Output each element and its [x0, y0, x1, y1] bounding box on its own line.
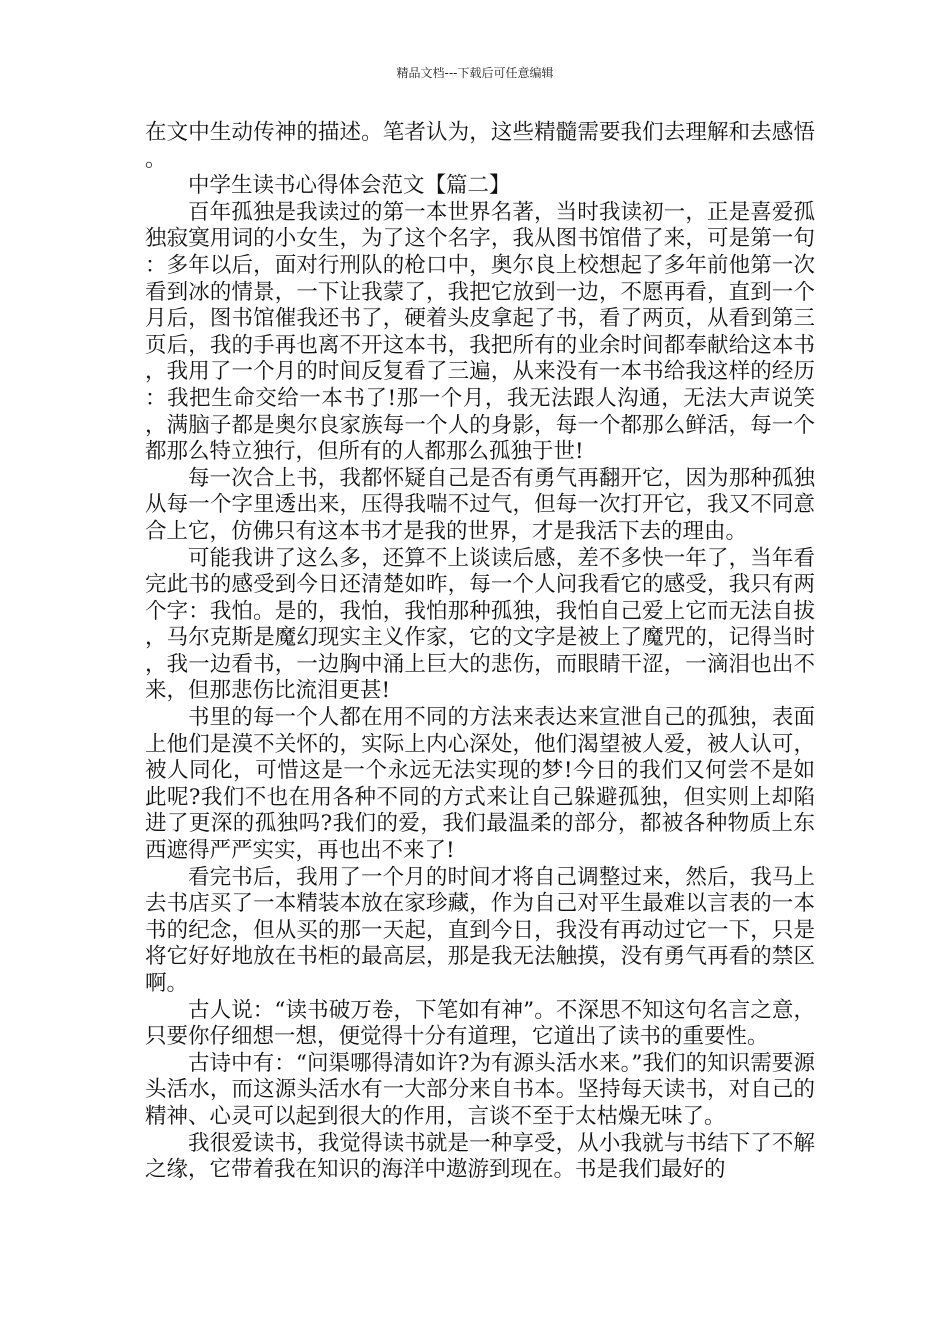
body-paragraph: 看完书后，我用了一个月的时间才将自己调整过来，然后，我马上去书店买了一本精装本放在家珍藏，作为自己对平生最难以言表的一本书的纪念，但从买的那一天起，直到今日，我没有再动过它一下，只是将它好好地放在书柜的最高层，那是我无法触摸，没有勇气再看的禁区啊。 [145, 864, 815, 996]
body-paragraph: 每一次合上书，我都怀疑自己是否有勇气再翻开它，因为那种孤独从每一个字里透出来，压得我喘不过气，但每一次打开它，我又不同意合上它，仿佛只有这本书才是我的世界，才是我活下去的理由。 [145, 465, 815, 544]
document-body [145, 120, 815, 1184]
body-paragraph: 古诗中有：“问渠哪得清如许?为有源头活水来。”我们的知识需要源头活水，而这源头活水有一大部分来自书本。坚持每天读书，对自己的精神、心灵可以起到很大的作用，言谈不至于太枯燥无味了。 [145, 1050, 815, 1129]
section-title: 中学生读书心得体会范文【篇二】 [188, 173, 511, 199]
body-paragraph: 书里的每一个人都在用不同的方法来表达来宣泄自己的孤独，表面上他们是漠不关怀的，实际上内心深处，他们渴望被人爱，被人认可，被人同化，可惜这是一个永远无法实现的梦!今日的我们又何尝不是如此呢?我们不也在用各种不同的方式来让自己躲避孤独，但实则上却陷进了更深的孤独吗?我们的爱，我们最温柔的部分，都被各种物质上东西遮得严严实实，再也出不来了! [145, 705, 815, 864]
body-paragraph: 可能我讲了这么多，还算不上谈读后感，差不多快一年了，当年看完此书的感受到今日还清楚如昨，每一个人问我看它的感受，我只有两个字：我怕。是的，我怕，我怕那种孤独，我怕自己爱上它而无法自拔，马尔克斯是魔幻现实主义作家，它的文字是被上了魔咒的，记得当时，我一边看书，一边胸中涌上巨大的悲伤，而眼睛干涩，一滴泪也出不来，但那悲伤比流泪更甚! [145, 545, 815, 704]
body-paragraph: 百年孤独是我读过的第一本世界名著，当时我读初一，正是喜爱孤独寂寞用词的小女生，为了这个名字，我从图书馆借了来，可是第一句：多年以后，面对行刑队的枪口中，奥尔良上校想起了多年前他第一次看到冰的情景，一下让我蒙了，我把它放到一边，不愿再看，直到一个月后，图书馆催我还书了，硬着头皮拿起了书，看了两页，从看到第三页后，我的手再也离不开这本书，我把所有的业余时间都奉献给这本书，我用了一个月的时间反复看了三遍，从来没有一本书给我这样的经历：我把生命交给一本书了!那一个月，我无法跟人沟通，无法大声说笑，满脑子都是奥尔良家族每一个人的身影，每一个都那么鲜活，每一个都那么特立独行，但所有的人都那么孤独于世! [145, 199, 815, 465]
body-paragraph: 古人说：“读书破万卷，下笔如有神”。不深思不知这句名言之意，只要你仔细想一想，便觉得十分有道理，它道出了读书的重要性。 [145, 997, 815, 1050]
continuation-paragraph: 在文中生动传神的描述。笔者认为，这些精髓需要我们去理解和去感悟。 [145, 120, 815, 172]
body-paragraph: 我很爱读书，我觉得读书就是一种享受，从小我就与书结下了不解之缘，它带着我在知识的海洋中遨游到现在。书是我们最好的 [145, 1130, 815, 1183]
page-header: 精品文档---下载后可任意编辑 [396, 66, 554, 80]
